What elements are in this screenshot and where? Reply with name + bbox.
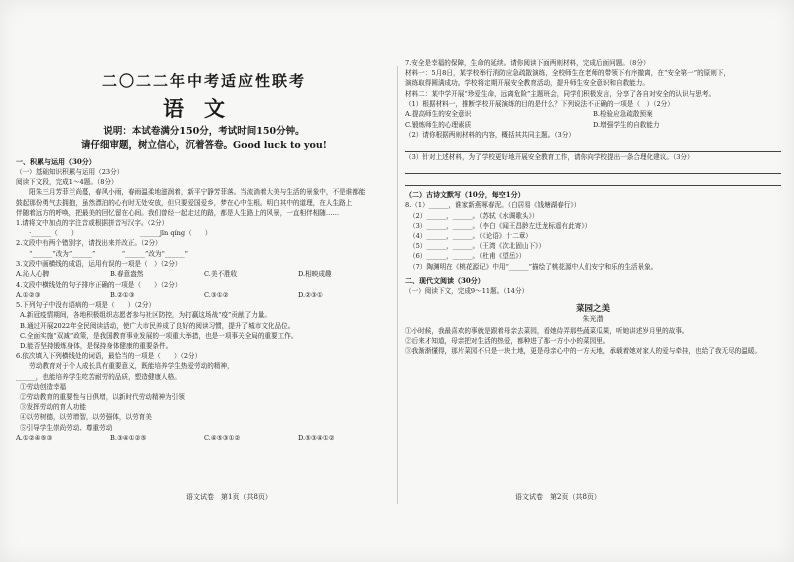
question-6-item: ②劳动教育的重要性与日俱增，以新时代劳动精神为引领 [20, 393, 185, 402]
exam-instructions: 说明：本试卷满分150分，考试时间150分钟。 [103, 126, 305, 137]
recitation-item: （3）______，______。（李白《闻王昌龄左迁龙标遥有此寄》） [409, 221, 592, 230]
passage-line: 阳朱三月芳菲兰尚蔓，春风小雨，春雨温柔地滋润着，新平宁静芳菲落。当流淌着大美与生活的景象中，不是谁都能 [16, 188, 366, 197]
question-5-option-a: A.新冠疫情期间，各地积极组织志愿者参与社区防控，为打赢这场战“疫”贡献了力量。 [20, 311, 271, 320]
question-5-option-d: D.能否坚持锻炼身体，是保持身体健康的重要条件。 [20, 342, 173, 351]
material-2: 材料二：某中学开展“珍爱生命，远离危险”主题班会，同学们积极发言，分享了各自对安全的认识与思考。 [405, 89, 716, 98]
option-c: C.③①② [204, 290, 229, 299]
question-2: 2.文段中有两个错别字，请找出来并改正。（2分） [16, 239, 162, 248]
question-6-item: ⑤引导学生崇尚劳动、尊重劳动 [20, 423, 113, 432]
recitation-item: （6）______，______。（杜甫《望岳》） [409, 252, 526, 261]
reading-instruction: 阅读下文段，完成1～4题。（8分） [16, 178, 118, 187]
section-heading: 二、现代文阅读（30分） [405, 275, 485, 285]
exam-page-1 [16, 58, 392, 506]
question-3: 3.文段中画横线的成语，运用有误的一项是（ ）（2分） [16, 259, 182, 268]
option-d: D.增强学生的自救能力 [593, 120, 660, 129]
option-a: A.沁人心脾 [16, 270, 50, 279]
question-6: 6.依次填入下列横线处的词语，最恰当的一项是（ ）（2分） [16, 352, 202, 361]
question-6-options [16, 433, 392, 444]
option-c: C.美不胜收 [204, 270, 238, 279]
question-6-item: ④以劳树德，以劳增智，以劳强体，以劳育美 [20, 413, 152, 422]
essay-paragraph: ①小时候，我最喜欢的事就是跟着母亲去菜园，看她侍弄那些蔬菜瓜果，听她讲述岁月里的故事。 [405, 327, 689, 336]
question-1-blanks: ·______（ ） ______jīn qíng（ ） [16, 229, 212, 238]
recitation-item: （2）______，______。（苏轼《水调歌头》） [409, 211, 539, 220]
option-c: C.锻炼师生的心理素质 [405, 120, 472, 129]
section-heading: （二）古诗文默写（10分，每空1分） [405, 190, 525, 200]
section-heading: 一、积累与运用（30分） [16, 157, 96, 166]
recitation-item: （7）陶渊明在《桃花源记》中用“______”描绘了桃花源中人们安宁和乐的生活景象。 [409, 262, 658, 271]
question-7-1-options [405, 109, 781, 120]
option-b: B.检验应急疏散预案 [593, 110, 653, 119]
question-6-item: ①劳动创造幸福 [20, 382, 67, 391]
option-a: A.①②③ [16, 290, 41, 299]
exam-greeting: 请仔细审题，树立信心，沉着答卷。Good luck to you! [81, 140, 327, 151]
option-c: C.④⑤③①② [204, 433, 241, 442]
question-7-1-options [405, 120, 781, 131]
option-a: A.提高师生的安全意识 [405, 110, 472, 119]
exam-title: 二〇二二年中考适应性联考 [101, 72, 306, 90]
question-4: 4.文段中横线处的句子排序正确的一项是（ ）（2分） [16, 280, 182, 289]
recitation-item: 8.（1）______，谁家新燕啄春泥。（白居易《钱塘湖春行》） [405, 201, 581, 210]
page-divider [397, 66, 398, 504]
option-b: B.③④①②⑤ [110, 433, 147, 442]
option-d: D.②③① [298, 290, 323, 299]
answer-line[interactable] [405, 176, 781, 186]
question-2-blanks: “______”改为“______” “______”改为“______” [16, 249, 189, 258]
question-5-option-c: C.全面实施“双减”政策，是我国教育事业发展的一项重大举措，也是一项事关全局的重要工作。 [20, 331, 298, 340]
essay-title: 菜园之美 [575, 304, 610, 315]
subject-title: 语文 [163, 96, 245, 121]
passage-line: 伴随着远方的呼唤，把最美的回忆留在心间。我们曾经一起走过的路，都是人生路上的风景，一直相伴相随…… [16, 208, 340, 217]
question-6-text: 劳动教育对于个人成长具有重要意义，既能培养学生热爱劳动的精神， [16, 362, 234, 371]
recitation-item: （4）______，______。（《论语》十二章） [409, 232, 532, 241]
question-7: 7.安全是幸福的保障，生命的延续。请你阅读下面两则材料，完成后面问题。（8分） [405, 59, 650, 67]
option-a: A.①②④⑤③ [16, 433, 53, 442]
essay-author: 朱光潜 [582, 315, 604, 324]
passage-line: 鼓起那份勇气去拥抱，虽然漂泊的心有时无处安放，但只要爱国爱乡，梦在心中生根。明白其中的道理，在人生路上 [16, 198, 353, 207]
recitation-item: （5）______，______。（王湾《次北固山下》） [409, 242, 546, 251]
question-5-option-b: B.通过开展2022年全民阅读活动，使广大市民养成了良好的阅读习惯，提升了城市文化品位。 [20, 321, 295, 330]
exam-page-2 [405, 58, 781, 506]
essay-paragraph: ②后来才知道，母亲把对生活的热爱，都种进了那一方小小的菜园里。 [405, 337, 610, 346]
page-footer-right: 语文试卷 第2页（共8页） [515, 493, 601, 501]
question-6-text: ______，也能培养学生吃苦耐劳的品质，塑造健康人格。 [16, 372, 181, 381]
question-7-1: （1）根据材料一，推断学校开展演练的目的是什么？下列说法不正确的一项是（ ）（2分） [405, 99, 674, 108]
subsection-heading: （一）基础知识积累与运用（23分） [16, 168, 124, 176]
material-1-cont: 演练取得圆满成功。学校将定期开展安全教育活动，提升师生安全意识和自救能力。 [405, 79, 649, 88]
question-5: 5.下列句子中没有语病的一项是（ ）（2分） [16, 301, 156, 310]
question-7-2: （2）请你根据两则材料的内容，概括其共同主题。（3分） [405, 131, 575, 140]
material-1: 材料一：5月8日，某学校举行消防应急疏散演练，全校师生在老师的带领下有序撤离，在“安全第一”的原则下， [405, 69, 731, 78]
question-6-item: ③发挥劳动的育人功能 [20, 403, 86, 412]
question-3-options [16, 269, 392, 280]
option-b: B.②①③ [110, 290, 135, 299]
essay-paragraph: ③我渐渐懂得，那片菜园不只是一块土地，更是母亲心中的一方天地，承载着她对家人的爱与牵挂，也给了我无尽的温暖。 [405, 347, 762, 356]
option-d: D.⑤③④①② [298, 433, 335, 442]
question-4-options [16, 290, 392, 301]
question-7-3: （3）针对上述材料，为了学校更好地开展安全教育工作，请你向学校提出一条合理化建议。（3分） [405, 153, 694, 162]
page-footer-left: 语文试卷 第1页（共8页） [186, 493, 272, 501]
option-d: D.相映成趣 [298, 270, 332, 279]
answer-line[interactable] [405, 164, 781, 174]
answer-line[interactable] [405, 142, 781, 152]
option-b: B.春意盎然 [110, 270, 144, 279]
subsection-heading: （一）阅读下文，完成9～11题。（14分） [405, 286, 529, 295]
question-1: 1.请将文中加点的字注音或根据拼音写汉字。（2分） [16, 219, 169, 228]
